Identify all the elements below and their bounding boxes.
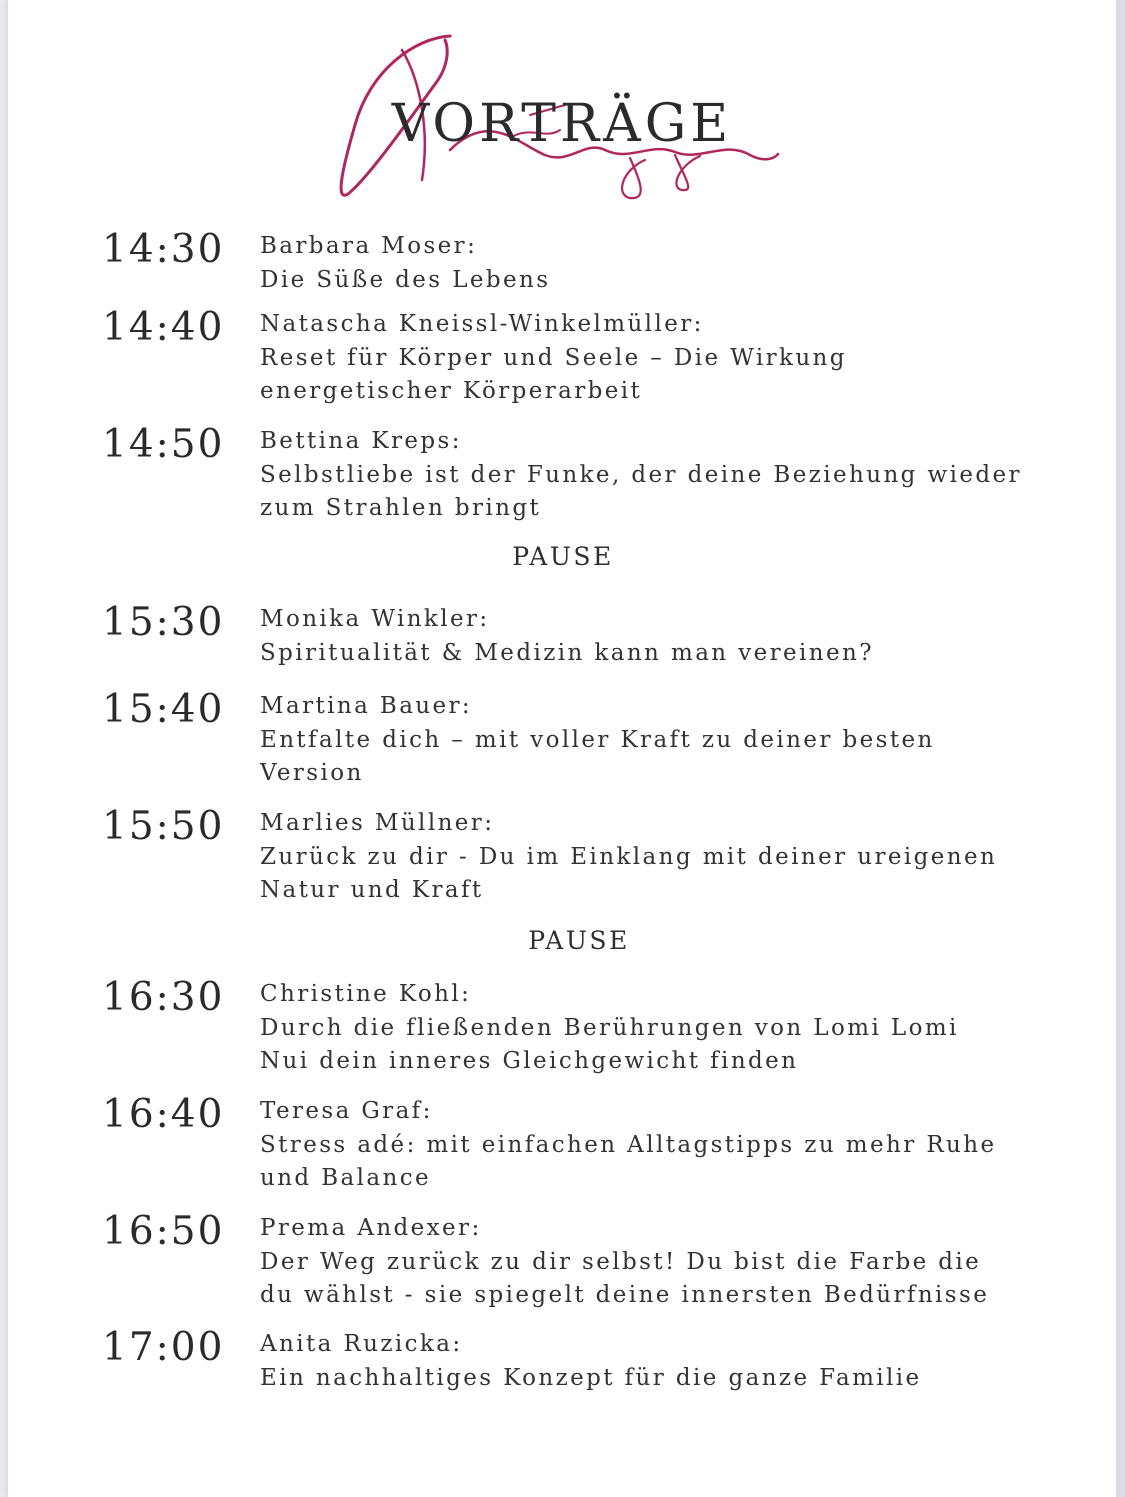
talk-speaker: Monika Winkler: <box>260 606 490 632</box>
talk-title-line: Selbstliebe ist der Funke, der deine Beziehung wieder <box>260 461 1022 488</box>
talk-text <box>260 230 1060 297</box>
page-edge <box>1116 0 1125 1497</box>
talk-time: 16:30 <box>102 975 225 1020</box>
talk-time: 14:40 <box>102 305 225 350</box>
talk-text <box>260 308 1060 409</box>
page-title: VORTRÄGE <box>391 94 733 154</box>
talk-title-line: du wählst - sie spiegelt deine innersten Bedürfnisse <box>260 1282 990 1308</box>
talk-speaker: Barbara Moser: <box>260 233 478 259</box>
talk-title-line: Der Weg zurück zu dir selbst! Du bist die Farbe die <box>260 1248 982 1275</box>
title-block <box>8 30 1116 220</box>
talk-time: 15:30 <box>102 600 225 645</box>
talk-speaker: Natascha Kneissl-Winkelmüller: <box>260 311 704 337</box>
talk-time: 15:50 <box>102 804 225 849</box>
talk-time: 15:40 <box>102 687 225 732</box>
talk-speaker: Anita Ruzicka: <box>260 1331 463 1357</box>
talk-text <box>260 1095 1060 1196</box>
talk-speaker: Marlies Müllner: <box>260 810 495 836</box>
talk-time: 16:40 <box>102 1092 225 1137</box>
talk-text <box>260 978 1060 1079</box>
break-label: PAUSE <box>512 542 614 571</box>
talk-text <box>260 807 1060 908</box>
talk-title-line: zum Strahlen bringt <box>260 495 542 521</box>
talk-speaker: Bettina Kreps: <box>260 428 462 454</box>
talk-time: 14:30 <box>102 227 225 272</box>
break-label: PAUSE <box>528 926 630 955</box>
talk-text <box>260 1212 1060 1313</box>
talk-title-line: Spiritualität & Medizin kann man vereinen? <box>260 639 874 666</box>
talk-title-line: Nui dein inneres Gleichgewicht finden <box>260 1048 799 1074</box>
talk-title-line: Ein nachhaltiges Konzept für die ganze Familie <box>260 1364 922 1391</box>
talk-title-line: Entfalte dich – mit voller Kraft zu deiner besten <box>260 726 935 753</box>
talk-speaker: Martina Bauer: <box>260 693 473 719</box>
talk-time: 14:50 <box>102 422 225 467</box>
talk-title-line: und Balance <box>260 1165 432 1191</box>
talk-title-line: Reset für Körper und Seele – Die Wirkung <box>260 344 847 371</box>
talk-time: 16:50 <box>102 1209 225 1254</box>
talk-time: 17:00 <box>102 1325 225 1370</box>
talk-text <box>260 425 1060 526</box>
talk-title-line: Natur und Kraft <box>260 877 484 903</box>
talk-title-line: energetischer Körperarbeit <box>260 378 643 404</box>
talk-title-line: Durch die fließenden Berührungen von Lomi Lomi <box>260 1014 959 1041</box>
talk-text <box>260 1328 1060 1395</box>
talk-text <box>260 690 1060 791</box>
talk-speaker: Christine Kohl: <box>260 981 472 1007</box>
talk-speaker: Prema Andexer: <box>260 1215 482 1241</box>
talk-title-line: Die Süße des Lebens <box>260 266 551 293</box>
talk-title-line: Version <box>260 760 364 786</box>
talk-title-line: Stress adé: mit einfachen Alltagstipps zu mehr Ruhe <box>260 1131 997 1158</box>
talk-speaker: Teresa Graf: <box>260 1098 433 1124</box>
talk-text <box>260 603 1060 670</box>
program-page <box>8 0 1116 1497</box>
talk-title-line: Zurück zu dir - Du im Einklang mit deiner ureigenen <box>260 843 998 870</box>
